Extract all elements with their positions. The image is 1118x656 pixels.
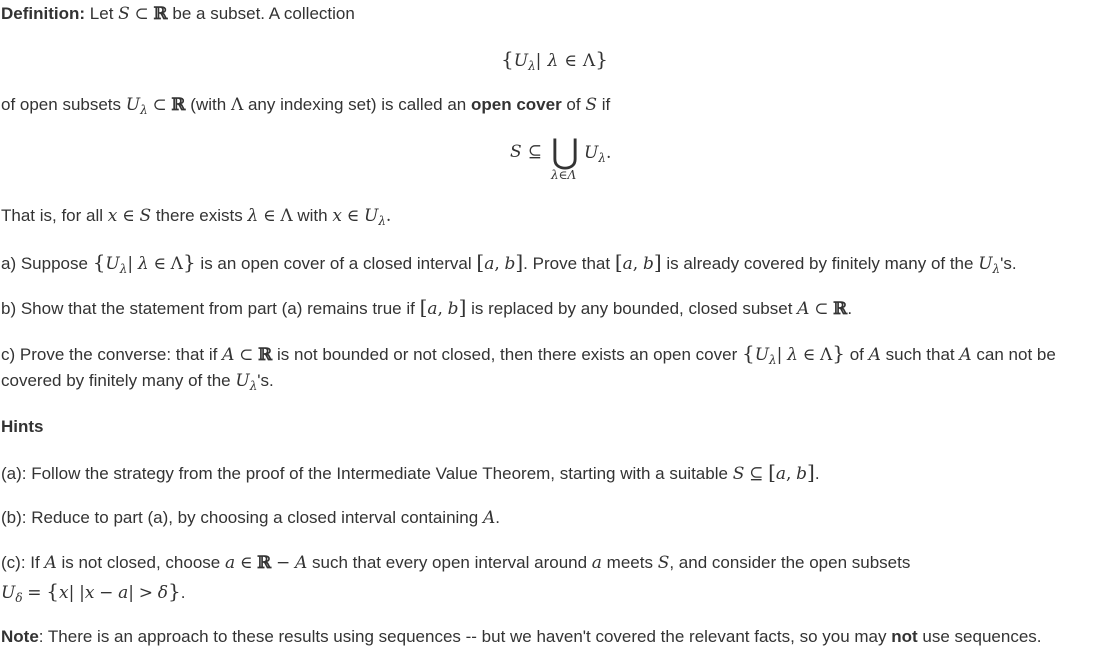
hints-heading: Hints — [1, 417, 44, 436]
part-c-line-1: c) Prove the converse: that if A ⊂ ℝ is not bounded or not closed, then there exists an open cover {$U_\lambda|$ λ ∈ Λ} of A such that A can not be — [1, 341, 1056, 367]
part-b-line: b) Show that the statement from part (a) remains true if [a, b] is replaced by any bounded, closed subset A ⊂ ℝ. — [1, 295, 853, 319]
definition-label: Definition: — [1, 4, 86, 23]
union-index: λ∈Λ — [551, 168, 577, 182]
definition-line: Definition: Let S ⊂ ℝ be a subset. A collection — [1, 4, 355, 24]
open-cover-definition-line: of open subsets $U_\lambda$ ⊂ ℝ (with Λ any indexing set) is called an open cover of S if — [1, 95, 611, 117]
big-union-symbol: ⋃ — [551, 132, 579, 172]
definition-text-1: Let — [89, 4, 114, 23]
that-is-line: That is, for all x ∈ S there exists λ ∈ Λ with x ∈ $U_\lambda$. — [1, 206, 392, 228]
hint-c-line-2: $U_\delta = \{x|$ |x − a| > δ}. — [1, 579, 186, 605]
hint-b-line: (b): Reduce to part (a), by choosing a closed interval containing A. — [1, 508, 500, 528]
math-s-subset-r: S — [118, 4, 130, 24]
note-line: Note: There is an approach to these results using sequences -- but we haven't covered the relevant facts, so you may not use sequences. — [1, 627, 1042, 646]
definition-text-2: be a subset. A collection — [172, 4, 355, 23]
hint-a-line: (a): Follow the strategy from the proof of the Intermediate Value Theorem, starting with a suitable S ⊆ [a, b]. — [1, 460, 820, 484]
part-c-line-2: covered by finitely many of the $U_\lambda's$. — [1, 371, 274, 393]
hint-c-line-1: (c): If A is not closed, choose a ∈ ℝ − A such that every open interval around a meets S, and consider the open subsets — [1, 553, 911, 573]
collection-display-math: {$U_\lambda|$ λ ∈ Λ} — [501, 47, 608, 73]
union-display-math: S ⊆ — [510, 142, 542, 162]
open-cover-term: open cover — [470, 95, 562, 114]
union-term: $U_\lambda$. — [584, 143, 612, 165]
part-a-line: a) Suppose {$U_\lambda|$ λ ∈ Λ} is an open cover of a closed interval [a, b]. Prove that [a, b] is already covered by finitely many of the $U_\lambda's$. — [1, 250, 1017, 276]
